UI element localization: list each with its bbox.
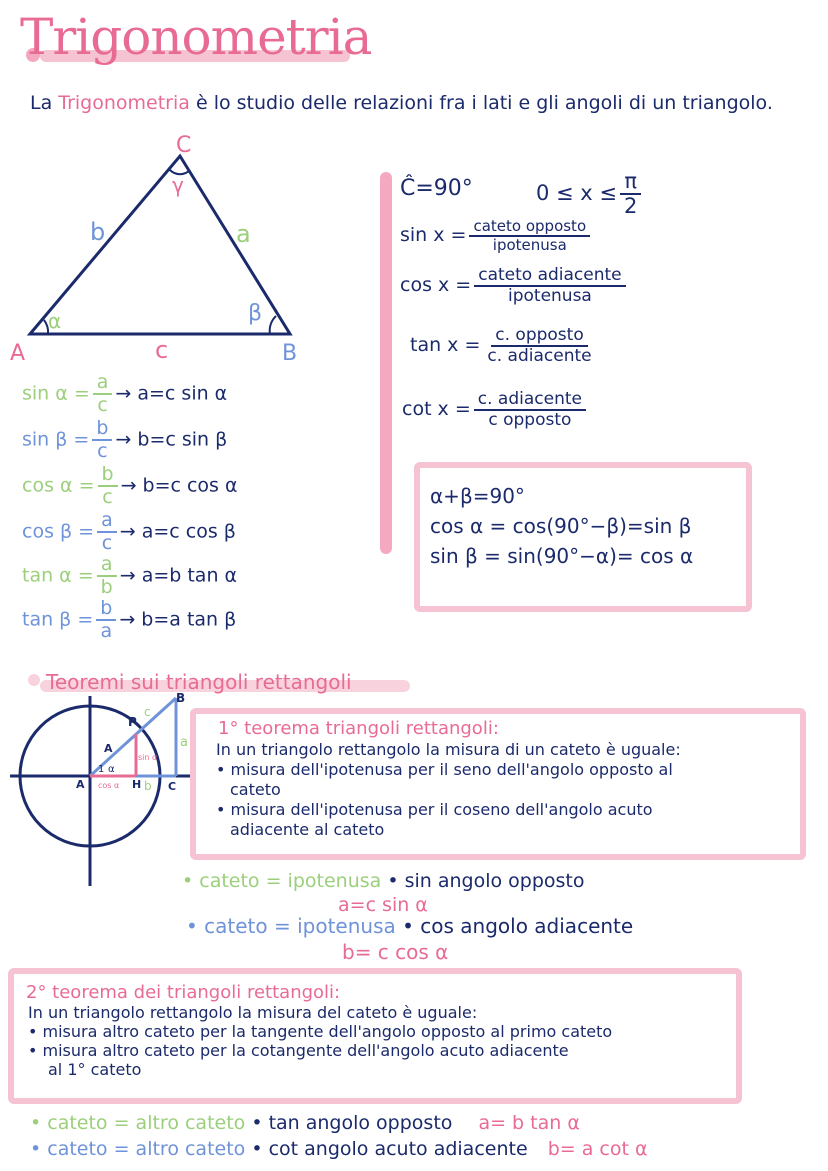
intro-word: La (30, 92, 53, 114)
formula-cos-alpha: cos α = $\frac{b}{c}$ → b=c cos α (22, 463, 238, 508)
theorem1-formula-1: • cateto = ipotenusa • sin angolo opposto (182, 870, 585, 892)
theorem2-intro: In un triangolo rettangolo la misura del cateto è uguale: (28, 1003, 478, 1022)
x-range: 0 ≤ x ≤ $\frac{\pi}{2}$ (536, 170, 644, 218)
complementary-sum: α+β=90° (430, 484, 525, 508)
right-column-bar (380, 172, 392, 554)
side-c-small: c (144, 705, 151, 719)
sin-alpha-small: sin α (138, 753, 158, 762)
theorem2-formula-1: • cateto = altro cateto • tan angolo opposto a= b tan α (30, 1112, 580, 1134)
point-h-label: H (132, 778, 142, 791)
theorem1-title: 1° teorema triangoli rettangoli: (218, 718, 499, 739)
theorem1-intro: In un triangolo rettangolo la misura di un cateto è uguale: (216, 740, 681, 759)
angle-beta-arc (270, 316, 276, 334)
theorem2-item2: • misura altro cateto per la cotangente dell'angolo acuto adiacente (28, 1041, 569, 1060)
formula-sin-beta: sin β = $\frac{b}{c}$ → b=c sin β (22, 417, 228, 462)
point-a-vertex: A (76, 778, 85, 791)
side-a-small: a (180, 735, 188, 750)
vertex-b-label: B (282, 341, 298, 366)
section-bullet (28, 674, 40, 686)
cos-alpha-identity: cos α = cos(90°−β)=sin β (430, 514, 692, 538)
point-b-label: B (176, 691, 186, 705)
theorem2-formula-2: • cateto = altro cateto • cot angolo acuto adiacente b= a cot α (30, 1138, 648, 1160)
theorem1-eq-2: b= c cos α (342, 940, 449, 964)
formula-tan-alpha: tan α = $\frac{a}{b}$ → a=b tan α (22, 553, 238, 598)
vertex-a-label: A (10, 341, 26, 366)
point-c-label: C (168, 780, 177, 793)
alpha-small: α (108, 764, 115, 775)
angle-alpha-label: α (48, 309, 62, 333)
formula-sin-alpha: sin α = $\frac{a}{c}$ → a=c sin α (22, 371, 228, 416)
theorem2-title: 2° teorema dei triangoli rettangoli: (26, 982, 341, 1003)
one-label: 1 (98, 764, 105, 775)
point-a-small: A (104, 742, 113, 755)
triangle-diagram (0, 130, 340, 370)
side-b-small: b (144, 779, 152, 793)
theorem1-box (190, 708, 806, 860)
formula-tan-beta: tan β = $\frac{b}{a}$ → b=a tan β (22, 597, 237, 642)
side-a-label: a (236, 220, 251, 248)
theorem1-formula-2: • cateto = ipotenusa • cos angolo adiacente (186, 914, 634, 938)
theorem2-box (8, 968, 742, 1104)
angle-beta-label: β (248, 301, 263, 326)
theorem2-item1: • misura altro cateto per la tangente dell'angolo opposto al primo cateto (28, 1022, 613, 1041)
side-b-label: b (90, 218, 106, 246)
cos-alpha-small: cos α (98, 781, 120, 790)
theorem1-item2b: adiacente al cateto (230, 820, 385, 839)
cos-definition: cos x = $\frac{\text{cateto adiacente}}{\text{ipotenusa}}$ (400, 266, 629, 305)
theorem2-item2b: al 1° cateto (48, 1060, 142, 1079)
angle-gamma-label: γ (172, 173, 184, 197)
theorem1-eq-1: a=c sin α (338, 894, 428, 916)
section-title: Teoremi sui triangoli rettangoli (46, 670, 352, 694)
sin-beta-identity: sin β = sin(90°−α)= cos α (430, 544, 694, 568)
vertex-c-label: C (176, 133, 192, 158)
complementary-angles-box (414, 462, 752, 612)
page-title: Trigonometria (20, 8, 372, 66)
theorem1-item1b: cateto (230, 780, 281, 799)
intro-text (30, 92, 790, 115)
intro-highlight: Trigonometria (58, 92, 190, 114)
tan-definition: tan x = $\frac{\text{c. opposto}}{\text{c. adiacente}}$ (410, 325, 592, 366)
intro-rest: è lo studio delle relazioni fra i lati e gli angoli di un triangolo. (195, 92, 773, 114)
side-c-label: c (155, 336, 169, 364)
theorem1-item2: • misura dell'ipotenusa per il coseno dell'angolo acuto (216, 800, 653, 819)
unit-circle-diagram (0, 690, 200, 890)
point-p-label: P (128, 715, 137, 729)
theorem1-item1: • misura dell'ipotenusa per il seno dell'angolo opposto al (216, 760, 673, 779)
formula-cos-beta: cos β = $\frac{a}{c}$ → a=c cos β (22, 509, 236, 554)
sin-definition: sin x = $\frac{\text{cateto opposto}}{\text{ipotenusa}}$ (400, 218, 593, 253)
cot-definition: cot x = $\frac{\text{c. adiacente}}{\text{c opposto}}$ (402, 390, 589, 429)
angle-c-right: Ĉ=90° (400, 176, 473, 201)
